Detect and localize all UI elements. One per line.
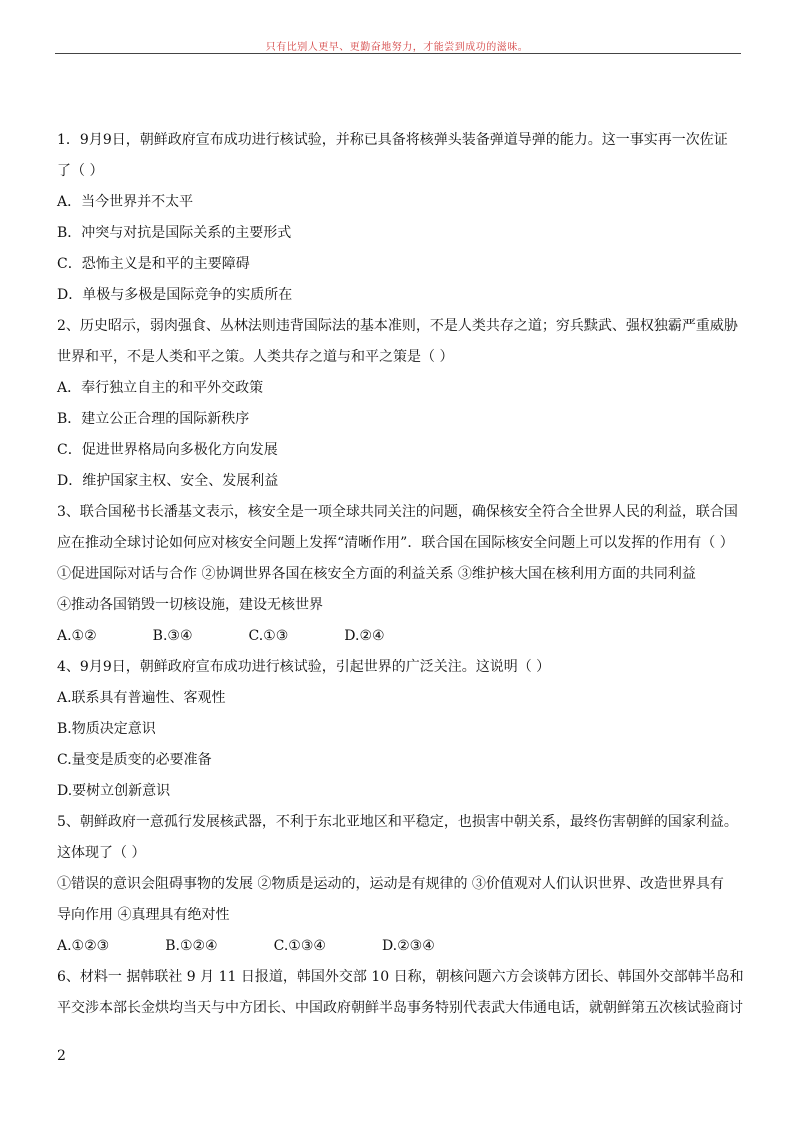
choice-option: C.①③ <box>248 628 289 644</box>
question-4 <box>57 652 747 807</box>
statement-line: ①错误的意识会阻碍事物的发展 ②物质是运动的，运动是有规律的 ③价值观对人们认识世界、改造世界具有 <box>57 876 724 892</box>
document-body <box>57 125 747 1024</box>
answer-option: C.量变是质变的必要准备 <box>57 752 212 768</box>
question-stem-line: 了（ ） <box>57 163 104 179</box>
answer-option: D．维护国家主权、安全、发展利益 <box>57 473 279 489</box>
question-stem-line: 世界和平，不是人类和平之策。人类共存之道与和平之策是（ ） <box>57 349 454 365</box>
question-stem-line: 4、9月9日，朝鲜政府宣布成功进行核试验，引起世界的广泛关注。这说明（ ） <box>57 659 551 675</box>
answer-option: A．奉行独立自主的和平外交政策 <box>57 380 264 396</box>
question-3 <box>57 497 747 652</box>
choice-option: B.①②④ <box>165 938 218 954</box>
answer-option: D.要树立创新意识 <box>57 783 171 799</box>
answer-option: B.物质决定意识 <box>57 721 156 737</box>
choice-row <box>57 621 747 652</box>
statement-line: ④推动各国销毁一切核设施，建设无核世界 <box>57 597 323 613</box>
choice-option: D.②③④ <box>381 938 435 954</box>
question-stem-line: 2、历史昭示，弱肉强食、丛林法则违背国际法的基本准则，不是人类共存之道；穷兵黩武、强权独霸严重威胁 <box>57 318 738 334</box>
answer-option: B．建立公正合理的国际新秩序 <box>57 411 250 427</box>
answer-option: B．冲突与对抗是国际关系的主要形式 <box>57 225 292 241</box>
question-5 <box>57 807 747 962</box>
question-stem-line: 平交涉本部长金烘均当天与中方团长、中国政府朝鲜半岛事务特别代表武大伟通电话，就朝鲜第五次核试验商讨 <box>57 1000 743 1016</box>
statement-line: 导向作用 ④真理具有绝对性 <box>57 907 230 923</box>
answer-option: D．单极与多极是国际竞争的实质所在 <box>57 287 293 303</box>
answer-option: C．恐怖主义是和平的主要障碍 <box>57 256 250 272</box>
answer-option: A.联系具有普遍性、客观性 <box>57 690 226 706</box>
question-stem-line: 这体现了（ ） <box>57 845 146 861</box>
choice-option: B.③④ <box>152 628 193 644</box>
header-motto: 只有比别人更早、更勤奋地努力，才能尝到成功的滋味。 <box>265 42 529 53</box>
choice-option: D.②④ <box>344 628 385 644</box>
question-stem-line: 6、材料一 据韩联社 9 月 11 日报道，韩国外交部 10 日称，朝核问题六方会谈韩方团长、韩国外交部韩半岛和 <box>57 969 744 985</box>
question-6 <box>57 962 747 1024</box>
answer-option: C．促进世界格局向多极化方向发展 <box>57 442 278 458</box>
question-stem-line: 1．9月9日，朝鲜政府宣布成功进行核试验，并称已具备将核弹头装备弹道导弹的能力。这一事实再一次佐证 <box>57 132 728 148</box>
question-stem-line: 5、朝鲜政府一意孤行发展核武器，不利于东北亚地区和平稳定，也损害中朝关系，最终伤害朝鲜的国家利益。 <box>57 814 738 830</box>
page-number: 2 <box>57 1048 66 1064</box>
statement-line: ①促进国际对话与合作 ②协调世界各国在核安全方面的利益关系 ③维护核大国在核利用方面的共同利益 <box>57 566 696 582</box>
choice-row <box>57 931 747 962</box>
header-divider <box>55 53 741 54</box>
question-2 <box>57 311 747 497</box>
choice-option: A.①② <box>57 628 97 644</box>
question-1 <box>57 125 747 311</box>
question-stem-line: 3、联合国秘书长潘基文表示，核安全是一项全球共同关注的问题，确保核安全符合全世界人民的利益，联合国 <box>57 504 738 520</box>
choice-option: A.①②③ <box>57 938 110 954</box>
answer-option: A．当今世界并不太平 <box>57 194 194 210</box>
question-stem-line: 应在推动全球讨论如何应对核安全问题上发挥“清晰作用”．联合国在国际核安全问题上可以发挥的作用有（ ） <box>57 535 734 551</box>
choice-option: C.①③④ <box>273 938 326 954</box>
